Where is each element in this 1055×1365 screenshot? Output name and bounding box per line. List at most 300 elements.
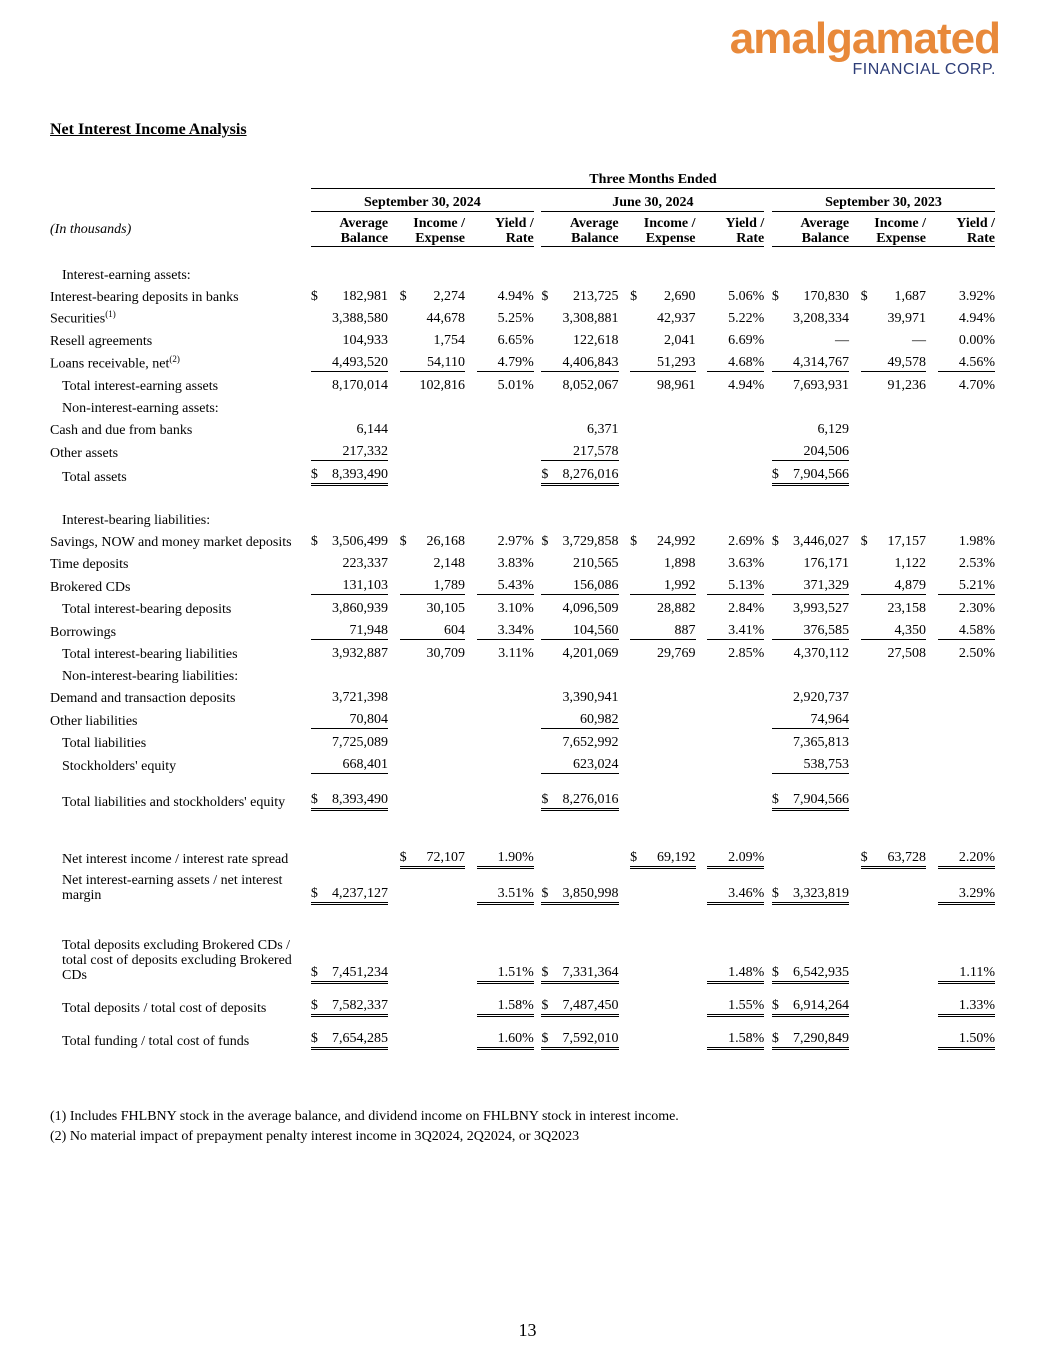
avg-balance-cell: — [835,333,850,348]
row-label: Other liabilities [50,713,138,729]
table-row [50,438,995,461]
income-expense-cell [630,283,695,305]
table-row [50,461,995,485]
income-expense-cell [630,992,695,1016]
income-expense-cell: — [912,333,926,348]
cell-value: 182,981 [342,289,389,304]
currency-sign: $ [771,534,779,549]
avg-balance-cell [541,931,618,983]
cell-value: 8,393,490 [332,467,389,482]
currency-sign: $ [860,534,868,549]
yield-rate-cell: 1.50% [938,1025,995,1049]
avg-balance-cell [772,461,849,485]
avg-balance-cell [311,283,388,305]
currency-sign: $ [399,849,407,865]
income-expense-cell [861,774,926,810]
avg-balance-cell: 3,932,887 [332,646,389,661]
currency-sign: $ [771,965,779,980]
currency-sign: $ [541,467,549,482]
yield-rate-cell [707,729,764,752]
yield-rate-cell [707,684,764,706]
table-row [50,729,995,752]
avg-balance-cell: 3,208,334 [793,311,850,326]
cell-value: 3,729,858 [562,534,619,549]
avg-balance-cell: 60,982 [541,706,618,729]
income-expense-cell [400,774,465,810]
currency-sign: $ [860,289,868,304]
cell-value: 8,276,016 [562,792,619,807]
table-row [50,729,995,752]
avg-balance-cell [772,283,849,305]
income-expense-cell: 49,578 [861,349,926,372]
income-expense-cell: 28,882 [657,601,696,616]
avg-balance-cell: 7,652,992 [562,735,619,750]
currency-sign: $ [541,965,549,980]
currency-sign: $ [771,998,779,1013]
col-yield-rate: Yield / Rate [477,212,534,247]
yield-rate-cell: 1.11% [938,931,995,983]
table-row [50,640,995,663]
row-label: Total liabilities and stockholders' equity [62,794,286,810]
yield-rate-cell [707,751,764,774]
table-row [50,550,995,572]
table-row [50,349,995,372]
yield-rate-cell: 2.53% [958,556,995,571]
currency-sign: $ [541,885,549,901]
yield-rate-cell [938,416,995,438]
income-expense-cell: 1,898 [664,556,696,571]
income-expense-cell [400,706,465,729]
income-expense-cell: 2,041 [664,333,696,348]
yield-rate-cell: 3.10% [497,601,534,616]
income-expense-cell: 30,105 [426,601,465,616]
avg-balance-cell: 104,560 [541,617,618,640]
row-label: Securities$^{(1)}$ [50,309,116,327]
yield-rate-cell: 6.65% [497,333,534,348]
avg-balance-cell: 7,693,931 [793,378,850,393]
income-expense-cell: 4,350 [861,617,926,640]
yield-rate-cell: 4.56% [938,349,995,372]
table-row [50,774,995,810]
yield-rate-cell: 4.58% [938,617,995,640]
avg-balance-cell: 4,406,843 [541,349,618,372]
section-heading: Interest-earning assets: [62,268,191,283]
avg-balance-cell [772,528,849,550]
avg-balance-cell [311,461,388,485]
row-label: Total interest-bearing liabilities [62,647,238,662]
yield-rate-cell [477,684,534,706]
avg-balance-cell: 2,920,737 [793,690,850,705]
income-expense-cell [400,283,465,305]
yield-rate-cell: 4.79% [477,349,534,372]
income-expense-cell [400,931,465,983]
row-label: Brokered CDs [50,579,131,595]
row-label: Loans receivable, net$^{(2)}$ [50,353,180,372]
row-label: Resell agreements [50,334,153,349]
income-expense-cell [630,416,695,438]
currency-sign: $ [310,289,318,304]
section-heading: Interest-bearing liabilities: [62,513,211,528]
income-expense-cell: 51,293 [630,349,695,372]
income-expense-cell [400,867,465,903]
col-yield-rate: Yield / Rate [938,212,995,247]
income-expense-cell [630,751,695,774]
yield-rate-cell [477,774,534,810]
cell-value: 8,393,490 [332,792,389,807]
cell-value: 24,992 [657,534,696,549]
footnote-1: (1) Includes FHLBNY stock in the average balance, and dividend income on FHLBNY stock in interest income. [50,1109,679,1124]
cell-value: 3,323,819 [793,885,850,901]
income-expense-cell [400,461,465,485]
yield-rate-cell [938,461,995,485]
yield-rate-cell [707,774,764,810]
table-row [50,372,995,395]
income-expense-cell [861,706,926,729]
row-label: Total interest-bearing deposits [62,602,232,617]
yield-rate-cell: 3.34% [477,617,534,640]
page-title: Net Interest Income Analysis [50,121,247,138]
avg-balance-cell: 8,170,014 [332,378,389,393]
income-expense-cell: 1,992 [630,572,695,595]
table-row [50,992,995,1016]
table-row [50,572,995,595]
currency-sign: $ [310,534,318,549]
currency-sign: $ [541,792,549,807]
income-expense-cell: 2,148 [433,556,465,571]
table-row [50,416,995,438]
income-expense-cell: 98,961 [657,378,696,393]
avg-balance-cell: 70,804 [311,706,388,729]
income-expense-cell: 4,879 [861,572,926,595]
section-heading: Non-interest-earning assets: [62,401,219,416]
avg-balance-cell [311,528,388,550]
avg-balance-cell [311,867,388,903]
table-row [50,867,995,903]
yield-rate-cell [938,729,995,752]
avg-balance-cell: 4,493,520 [311,349,388,372]
income-expense-cell [630,1025,695,1049]
avg-balance-cell: 74,964 [772,706,849,729]
yield-rate-cell: 1.98% [958,534,995,549]
income-expense-cell [630,706,695,729]
table-row [50,992,995,1016]
currency-sign: $ [310,467,318,482]
yield-rate-cell: 1.90% [477,831,534,867]
cell-value: 8,276,016 [562,467,619,482]
income-expense-cell: 887 [630,617,695,640]
avg-balance-cell: 3,721,398 [332,690,389,705]
currency-sign: $ [771,885,779,901]
income-expense-cell [400,831,465,867]
avg-balance-cell: 538,753 [772,751,849,774]
avg-balance-cell: 6,129 [817,422,850,437]
avg-balance-cell [311,774,388,810]
yield-rate-cell [707,461,764,485]
currency-sign: $ [541,534,549,549]
yield-rate-cell: 5.06% [728,289,765,304]
yield-rate-cell: 4.94% [728,378,765,393]
cell-value: 17,157 [887,534,926,549]
income-expense-cell [861,831,926,867]
yield-rate-cell: 2.69% [728,534,765,549]
col-avg-balance: Average Balance [311,212,388,247]
table-row [50,528,995,550]
footnote-2: (2) No material impact of prepayment penalty interest income in 3Q2024, 2Q2024, or 3Q2023 [50,1129,580,1144]
yield-rate-cell: 4.94% [497,289,534,304]
income-expense-cell [630,729,695,752]
yield-rate-cell [477,461,534,485]
col-yield-rate: Yield / Rate [707,212,764,247]
income-expense-cell [400,684,465,706]
currency-sign: $ [310,965,318,980]
yield-rate-cell: 3.46% [707,867,764,903]
table-row [50,283,995,305]
cell-value: 4,237,127 [332,885,389,901]
avg-balance-cell: 668,401 [311,751,388,774]
yield-rate-cell: 1.55% [707,992,764,1016]
avg-balance-cell: 210,565 [573,556,619,571]
avg-balance-cell [772,867,849,903]
currency-sign: $ [771,1031,779,1046]
table-row [50,751,995,774]
table-row [50,438,995,461]
table-row [50,595,995,618]
section-heading: Non-interest-bearing liabilities: [62,669,239,684]
avg-balance-cell: 71,948 [311,617,388,640]
avg-balance-cell: 7,725,089 [332,735,389,750]
income-expense-cell [861,416,926,438]
row-label: Borrowings [50,624,117,640]
yield-rate-cell [938,706,995,729]
avg-balance-cell: 217,578 [541,438,618,461]
cell-value: 7,904,566 [793,467,850,482]
table-row [50,528,995,550]
col-avg-balance: Average Balance [772,212,849,247]
income-expense-cell [861,931,926,983]
footnotes [50,1107,679,1147]
yield-rate-cell [938,751,995,774]
yield-rate-cell [938,774,995,810]
avg-balance-cell [311,992,388,1016]
table-row [50,283,995,305]
yield-rate-cell: 3.11% [498,646,534,661]
cell-value: 7,654,285 [332,1031,389,1046]
yield-rate-cell: 2.50% [958,646,995,661]
avg-balance-cell: 122,618 [573,333,619,348]
avg-balance-cell: 3,860,939 [332,601,389,616]
avg-balance-cell [311,1025,388,1049]
currency-sign: $ [399,289,407,304]
avg-balance-cell: 4,314,767 [772,349,849,372]
units-label: (In thousands) [50,221,132,237]
cell-value: 2,690 [664,289,696,304]
cell-value: 170,830 [803,289,850,304]
row-label: Other assets [50,445,119,461]
yield-rate-cell: 2.97% [497,534,534,549]
income-expense-cell [400,528,465,550]
yield-rate-cell: 2.84% [728,601,765,616]
yield-rate-cell: 5.22% [728,311,765,326]
yield-rate-cell: 3.92% [958,289,995,304]
avg-balance-cell: 7,365,813 [793,735,850,750]
income-expense-cell: 39,971 [887,311,926,326]
yield-rate-cell: 5.25% [497,311,534,326]
yield-rate-cell [477,438,534,461]
avg-balance-cell [311,931,388,983]
col-income-expense: Income / Expense [861,212,926,247]
yield-rate-cell [477,729,534,752]
table-row [50,572,995,595]
income-expense-cell [630,774,695,810]
currency-sign: $ [310,885,318,901]
table-row [50,831,995,867]
income-expense-cell: 42,937 [657,311,696,326]
row-label: Total deposits excluding Brokered CDs / total cost of deposits excluding Brokered CDs [62,937,292,983]
income-expense-cell: 1,789 [400,572,465,595]
cell-value: 72,107 [426,849,465,865]
yield-rate-cell: 3.29% [938,867,995,903]
currency-sign: $ [771,467,779,482]
row-label: Net interest income / interest rate spread [62,852,289,867]
income-expense-cell [861,992,926,1016]
yield-rate-cell: 1.58% [477,992,534,1016]
period-header-q3-2023: September 30, 2023 [772,189,995,212]
income-expense-cell [400,416,465,438]
table-row [50,931,995,983]
yield-rate-cell [707,706,764,729]
income-expense-cell: 54,110 [400,349,465,372]
income-expense-cell [861,729,926,752]
avg-balance-cell [772,992,849,1016]
currency-sign: $ [860,849,868,865]
avg-balance-cell: 6,144 [356,422,389,437]
table-row [50,1025,995,1049]
avg-balance-cell: 217,332 [311,438,388,461]
currency-sign: $ [771,289,779,304]
cell-value: 3,506,499 [332,534,389,549]
income-expense-cell [630,438,695,461]
avg-balance-cell: 3,388,580 [332,311,389,326]
avg-balance-cell: 376,585 [772,617,849,640]
income-expense-cell [630,931,695,983]
avg-balance-cell: 131,103 [311,572,388,595]
net-interest-income-table [50,170,995,1050]
yield-rate-cell: 4.94% [958,311,995,326]
currency-sign: $ [630,849,638,865]
avg-balance-cell [541,461,618,485]
row-label: Interest-bearing deposits in banks [50,290,239,305]
income-expense-cell: 91,236 [887,378,926,393]
col-income-expense: Income / Expense [630,212,695,247]
yield-rate-cell: 1.60% [477,1025,534,1049]
avg-balance-cell: 4,096,509 [562,601,619,616]
income-expense-cell [400,729,465,752]
logo-wordmark: amalgamated [729,14,1000,63]
row-label: Total funding / total cost of funds [62,1033,250,1049]
yield-rate-cell [707,416,764,438]
cell-value: 213,725 [573,289,619,304]
yield-rate-cell: 4.68% [707,349,764,372]
avg-balance-cell [541,1025,618,1049]
yield-rate-cell: 2.20% [938,831,995,867]
yield-rate-cell: 5.01% [497,378,534,393]
income-expense-cell [630,831,695,867]
yield-rate-cell: 3.41% [707,617,764,640]
page-number: 13 [518,1320,537,1340]
table-row [50,550,995,572]
avg-balance-cell: 223,337 [342,556,389,571]
avg-balance-cell [541,831,618,867]
avg-balance-cell [541,528,618,550]
cell-value: 69,192 [657,849,696,865]
table-row [50,305,995,327]
yield-rate-cell: 1.58% [707,1025,764,1049]
cell-value: 7,290,849 [793,1031,850,1046]
table-row [50,1025,995,1049]
income-expense-cell: 44,678 [426,311,465,326]
currency-sign: $ [310,998,318,1013]
table-row [50,327,995,349]
income-expense-cell: 1,122 [894,556,926,571]
row-label: Net interest-earning assets / net interest margin [62,873,283,903]
table-row [50,305,995,327]
income-expense-cell: 102,816 [419,378,465,393]
cell-value: 26,168 [426,534,465,549]
avg-balance-cell: 176,171 [803,556,850,571]
yield-rate-cell [477,751,534,774]
cell-value: 7,904,566 [793,792,850,807]
table-row [50,461,995,485]
table-row [50,706,995,729]
yield-rate-cell: 5.21% [938,572,995,595]
avg-balance-cell: 3,390,941 [562,690,619,705]
yield-rate-cell: 3.63% [728,556,765,571]
cell-value: 7,451,234 [332,965,389,980]
table-row [50,617,995,640]
yield-rate-cell: 5.13% [707,572,764,595]
col-avg-balance: Average Balance [541,212,618,247]
income-expense-cell [400,992,465,1016]
cell-value: 6,542,935 [793,965,850,980]
income-expense-cell [861,461,926,485]
cell-value: 6,914,264 [793,998,850,1013]
avg-balance-cell: 371,329 [772,572,849,595]
yield-rate-cell: 1.33% [938,992,995,1016]
avg-balance-cell [772,931,849,983]
yield-rate-cell: 4.70% [958,378,995,393]
yield-rate-cell: 5.43% [477,572,534,595]
yield-rate-cell: 1.48% [707,931,764,983]
row-label: Stockholders' equity [62,758,177,774]
income-expense-cell: 27,508 [887,646,926,661]
income-expense-cell [400,1025,465,1049]
yield-rate-cell: 2.30% [958,601,995,616]
income-expense-cell [861,867,926,903]
table-row [50,327,995,349]
avg-balance-cell: 3,993,527 [793,601,850,616]
currency-sign: $ [630,534,638,549]
avg-balance-cell: 4,201,069 [562,646,619,661]
table-row [50,684,995,706]
row-label: Demand and transaction deposits [50,691,236,706]
table-row [50,831,995,867]
row-label: Savings, NOW and money market deposits [50,535,292,550]
income-expense-cell [861,751,926,774]
avg-balance-cell: 4,370,112 [793,646,850,661]
table-row [50,349,995,372]
cell-value: 1,687 [894,289,926,304]
row-label: Time deposits [50,557,129,572]
